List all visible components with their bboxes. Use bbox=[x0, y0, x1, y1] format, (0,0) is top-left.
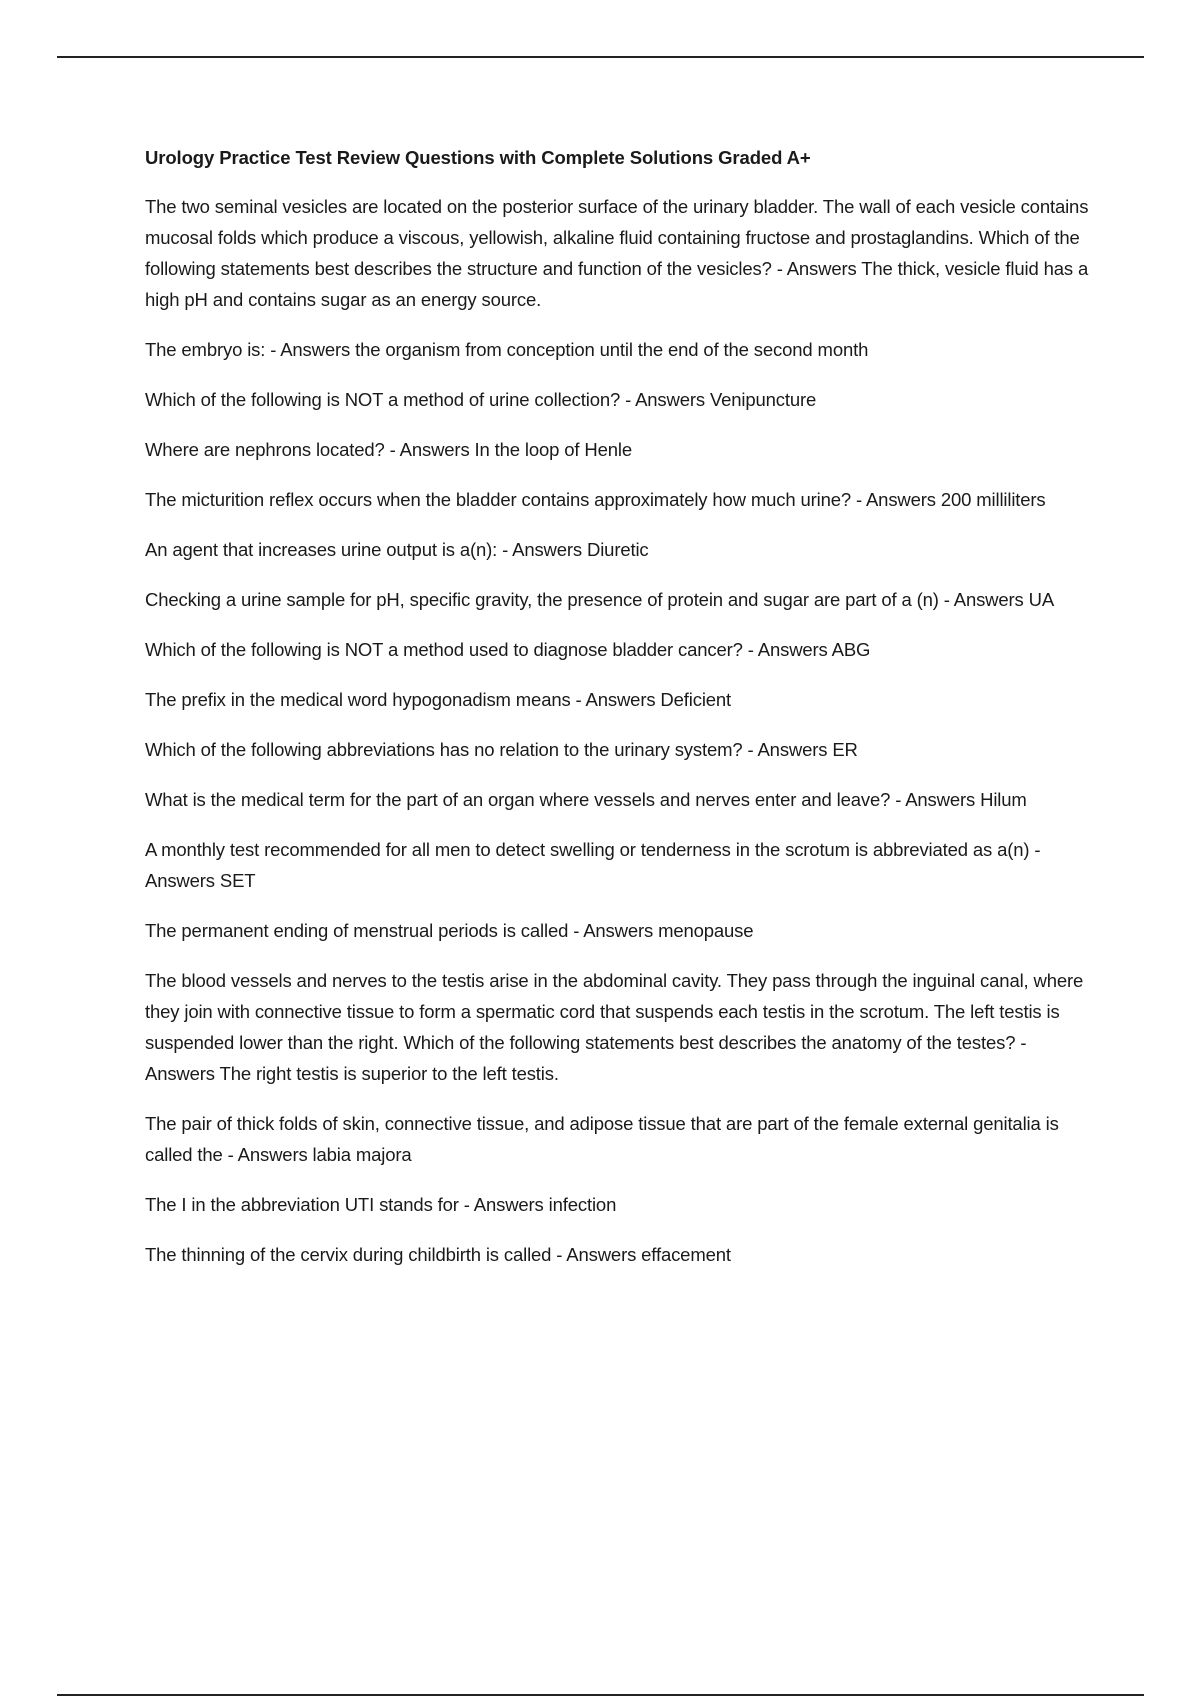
qa-item: Which of the following is NOT a method of urine collection? - Answers Venipuncture bbox=[145, 389, 817, 410]
qa-item: The prefix in the medical word hypogonadism means - Answers Deficient bbox=[145, 689, 732, 710]
qa-item: Which of the following is NOT a method used to diagnose bladder cancer? - Answers ABG bbox=[145, 639, 871, 660]
qa-item: Checking a urine sample for pH, specific gravity, the presence of protein and sugar are part of a (n) - Answers UA bbox=[145, 589, 1055, 610]
qa-item: A monthly test recommended for all men to detect swelling or tenderness in the scrotum is abbreviated as a(n) - Answers SET bbox=[145, 839, 1041, 891]
header-rule bbox=[57, 56, 1144, 58]
qa-item: Where are nephrons located? - Answers In the loop of Henle bbox=[145, 439, 632, 460]
qa-item: The pair of thick folds of skin, connective tissue, and adipose tissue that are part of the female external genitalia is called the - Answers labia majora bbox=[145, 1113, 1059, 1165]
qa-item: What is the medical term for the part of an organ where vessels and nerves enter and leave? - Answers Hilum bbox=[145, 789, 1027, 810]
qa-item: The micturition reflex occurs when the bladder contains approximately how much urine? - Answers 200 milliliters bbox=[145, 489, 1046, 510]
document-title: Urology Practice Test Review Questions with Complete Solutions Graded A+ bbox=[145, 147, 811, 168]
qa-item: An agent that increases urine output is a(n): - Answers Diuretic bbox=[145, 539, 649, 560]
document-body bbox=[145, 143, 1090, 1289]
footer-rule bbox=[57, 1694, 1144, 1696]
qa-item: Which of the following abbreviations has no relation to the urinary system? - Answers ER bbox=[145, 739, 858, 760]
qa-item: The permanent ending of menstrual periods is called - Answers menopause bbox=[145, 920, 754, 941]
qa-item: The thinning of the cervix during childbirth is called - Answers effacement bbox=[145, 1244, 731, 1265]
qa-item: The two seminal vesicles are located on the posterior surface of the urinary bladder. The wall of each vesicle contains mucosal folds which produce a viscous, yellowish, alkaline fluid containing fructose and prostaglandins. Which of the following statements best describes the structure and function of the vesicles? - Answers The thick, vesicle fluid has a high pH and contains sugar as an energy source. bbox=[145, 196, 1089, 310]
qa-item: The embryo is: - Answers the organism from conception until the end of the second month bbox=[145, 339, 869, 360]
qa-item: The blood vessels and nerves to the testis arise in the abdominal cavity. They pass through the inguinal canal, where they join with connective tissue to form a spermatic cord that suspends each testis in the scrotum. The left testis is suspended lower than the right. Which of the following statements best describes the anatomy of the testes? - Answers The right testis is superior to the left testis. bbox=[145, 970, 1084, 1084]
qa-item: The I in the abbreviation UTI stands for - Answers infection bbox=[145, 1194, 617, 1215]
